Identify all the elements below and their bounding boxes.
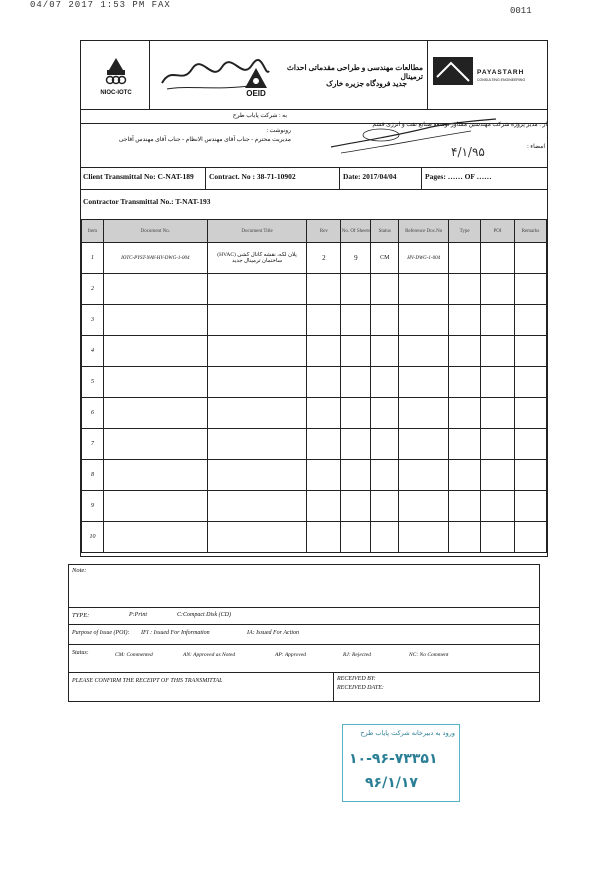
table-row: 10 bbox=[82, 522, 547, 553]
handwritten-date: ۴/۱/۹۵ bbox=[451, 145, 485, 159]
contractor-row bbox=[81, 189, 547, 219]
col-sheets: No. Of Sheets bbox=[341, 220, 371, 243]
note-label: Note: bbox=[72, 567, 87, 574]
contractor-transmittal: Contractor Transmittal No.: T-NAT-193 bbox=[83, 197, 211, 206]
oeid-triangle-icon bbox=[244, 67, 268, 89]
from-text: از : مدیر پروژه شرکت مهندسین مشاور توسعه صنایع نفت و انرژی قشم bbox=[372, 122, 547, 128]
col-ref: Reference Doc.No bbox=[399, 220, 449, 243]
sign-label: امضاء : bbox=[527, 144, 545, 150]
legend-block bbox=[68, 564, 540, 702]
cc-text: مدیریت محترم - جناب آقای مهندس الانظام - جناب آقای مهندس آقاجی bbox=[118, 137, 291, 143]
table-row: 6 bbox=[82, 398, 547, 429]
confirm-row bbox=[69, 672, 539, 701]
payastarh-logo: PAYASTARH CONSULTING ENGINEERING bbox=[433, 55, 543, 103]
cc-row bbox=[81, 123, 547, 168]
poi-row: Purpose of Issue (POI): IFI : Issued For Information IA: Issued For Action bbox=[69, 624, 539, 645]
note-row bbox=[69, 565, 539, 608]
header-row bbox=[81, 41, 547, 110]
stamp-number: ۱۰-۹۶-۷۳۳۵۱ bbox=[349, 751, 438, 767]
col-item: Item bbox=[82, 220, 104, 243]
col-type: Type bbox=[449, 220, 481, 243]
table-row: 9 bbox=[82, 491, 547, 522]
table-header-row bbox=[82, 220, 547, 243]
col-poi: POI bbox=[481, 220, 515, 243]
received-date: RECEIVED DATE: bbox=[337, 685, 384, 691]
receipt-stamp: ورود به دبیرخانه شرکت پایاب طرح ۱۰-۹۶-۷۳۳۵۱ ۹۶/۱/۱۷ bbox=[342, 724, 460, 802]
table-row: 1 IOTC-PYST-NAY-HV-DWG-1-004 پلان لکه، نقشه کانال کشی (HVAC) ساختمان ترمینال جدید 2 9 CM HV-DWG-1-004 bbox=[82, 243, 547, 274]
type-row: TYPE: P:Print C:Compact Disk (CD) bbox=[69, 607, 539, 625]
project-subtitle: جدید فرودگاه جزیره خارک bbox=[326, 79, 407, 88]
oeid-logo: OEID bbox=[231, 59, 281, 105]
col-status: Status bbox=[371, 220, 399, 243]
stamp-date: ۹۶/۱/۱۷ bbox=[365, 775, 418, 791]
transmittal-date: Date: 2017/04/04 bbox=[343, 172, 397, 181]
to-text: به : شرکت پایاب طرح bbox=[232, 113, 287, 119]
table-row: 3 bbox=[82, 305, 547, 336]
contract-no: Contract. No : 38-71-10902 bbox=[209, 172, 296, 181]
table-row: 5 bbox=[82, 367, 547, 398]
nioc-emblem-icon bbox=[101, 56, 131, 86]
confirm-text: PLEASE CONFIRM THE RECEIPT OF THIS TRANSMITTAL bbox=[72, 678, 223, 684]
info-row bbox=[81, 167, 547, 190]
nioc-logo: NIOC-IOTC bbox=[87, 47, 145, 105]
table-row: 2 bbox=[82, 274, 547, 305]
table-row: 4 bbox=[82, 336, 547, 367]
project-title: مطالعات مهندسی و طراحی مقدماتی احداث ترمینال bbox=[286, 63, 423, 81]
received-by: RECEIVED BY: bbox=[337, 676, 376, 682]
pages-count: Pages: …… OF …… bbox=[425, 172, 492, 181]
table-row: 7 bbox=[82, 429, 547, 460]
cc-label: رونوشت : bbox=[266, 128, 291, 134]
page-number: 0011 bbox=[510, 6, 532, 16]
fax-header: 04/07 2017 1:53 PM FAX bbox=[30, 0, 171, 10]
document-table bbox=[81, 219, 547, 553]
col-remarks: Remarks bbox=[514, 220, 546, 243]
client-transmittal: Client Transmittal No: C-NAT-189 bbox=[83, 172, 194, 181]
col-title: Document Title bbox=[207, 220, 307, 243]
status-row: Status: CM: Commented AN: Approved as Noted AP: Approved RJ: Rejected NC: No Comment bbox=[69, 644, 539, 673]
payastarh-emblem-icon bbox=[433, 57, 473, 85]
transmittal-form bbox=[80, 40, 548, 557]
col-doc-no: Document No. bbox=[103, 220, 207, 243]
col-rev: Rev bbox=[307, 220, 341, 243]
table-row: 8 bbox=[82, 460, 547, 491]
